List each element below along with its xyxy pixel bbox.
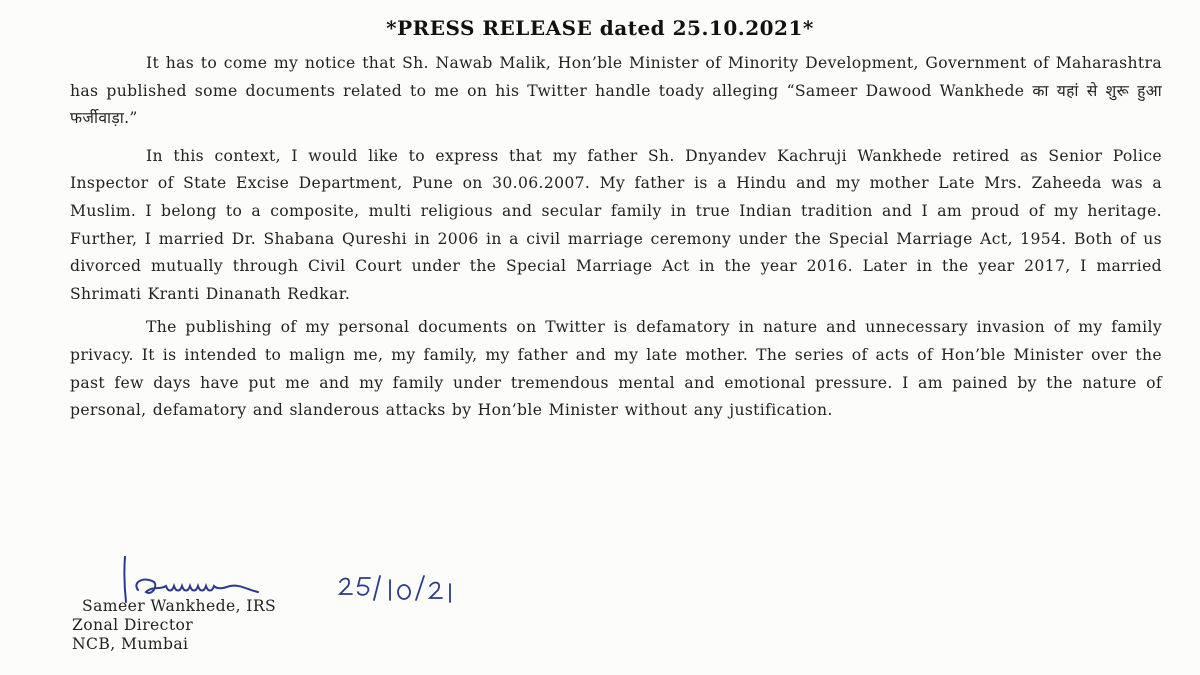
paragraph-3: The publishing of my personal documents on Twitter is defamatory in nature and unnecessary invasion of my family privacy. It is intended to malign me, my family, my father and my late mother. The series of acts of Hon’ble Minister over the past few days have put me and my family under tremendous mental and emotional pressure. I am pained by the nature of personal, defamatory and slanderous attacks by Hon’ble Minister without any justification. (70, 318, 1162, 420)
signatory-designation: Zonal Director (72, 616, 194, 634)
signatory-name: Sameer Wankhede, IRS (82, 597, 277, 615)
signatory-office: NCB, Mumbai (72, 635, 189, 653)
document-body (70, 50, 1162, 431)
document-title: *PRESS RELEASE dated 25.10.2021* (386, 16, 814, 40)
paragraph-2: In this context, I would like to express that my father Sh. Dnyandev Kachruji Wankhede retired as Senior Police Inspector of State Excise Department, Pune on 30.06.2007. My father is a Hindu and my mother Late Mrs. Zaheeda was a Muslim. I belong to a composite, multi religious and secular family in true Indian tradition and I am proud of my heritage. Further, I married Dr. Shabana Qureshi in 2006 in a civil marriage ceremony under the Special Marriage Act, 1954. Both of us divorced mutually through Civil Court under the Special Marriage Act in the year 2016. Later in the year 2017, I married Shrimati Kranti Dinanath Redkar. (70, 146, 1162, 303)
signature-block (72, 597, 276, 654)
paragraph-1: It has to come my notice that Sh. Nawab Malik, Hon’ble Minister of Minority Development, Government of Maharashtra has published some documents related to me on his Twitter handle toady alleging “Sameer Dawood Wankhede का यहां से शुरू हुआ फर्जीवाड़ा.” (70, 54, 1162, 128)
